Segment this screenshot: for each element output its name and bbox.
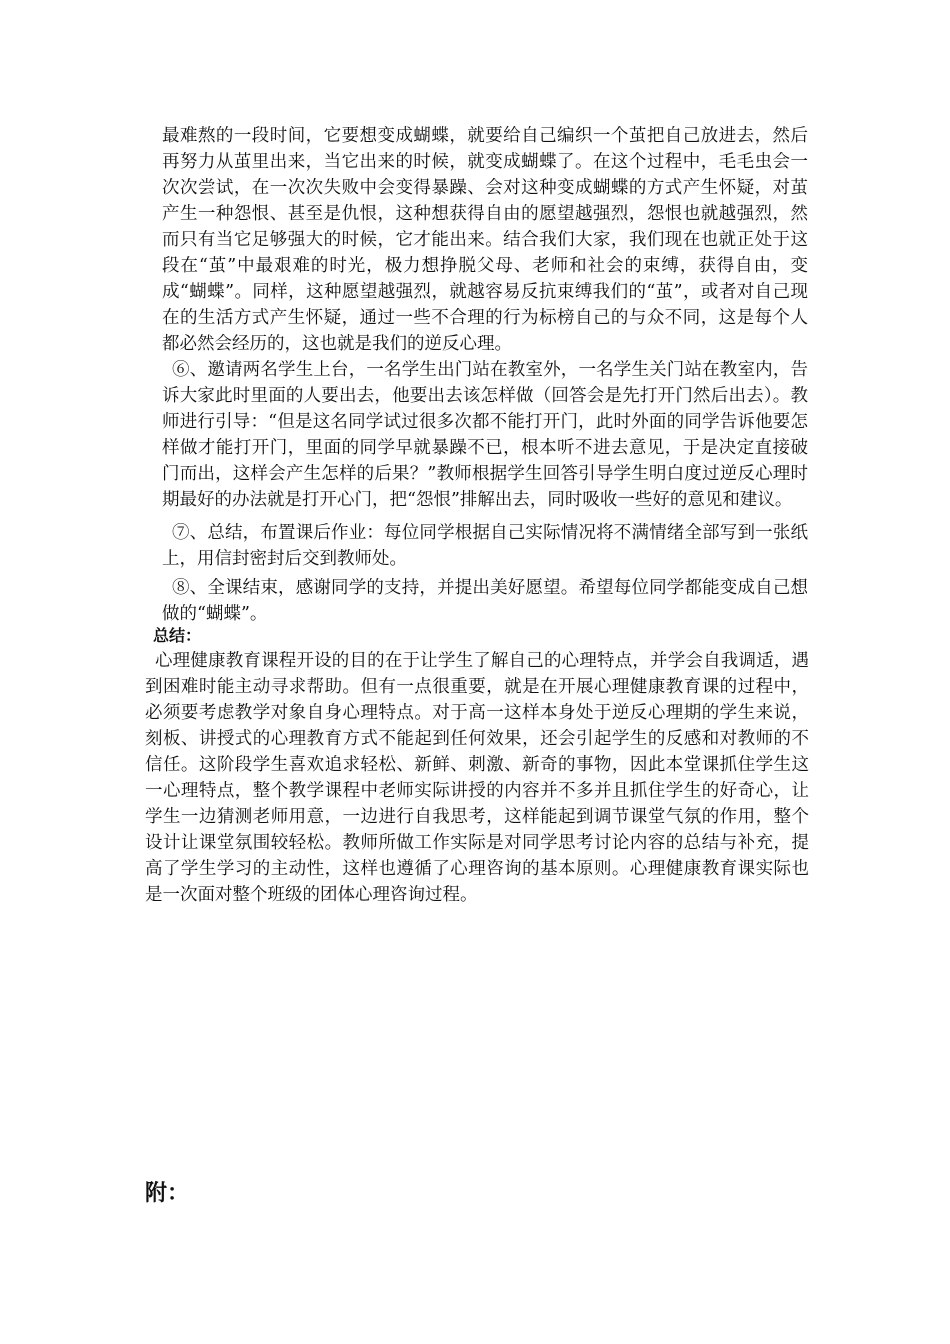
appendix-heading: 附：	[145, 1181, 190, 1206]
summary-paragraph: 心理健康教育课程开设的目的在于让学生了解自己的心理特点，并学会自我调适，遇到困难时能主动寻求帮助。但有一点很重要，就是在开展心理健康教育课的过程中，必须要考虑教学对象自身心理特点。对于高一这样本身处于逆反心理期的学生来说，刻板、讲授式的心理教育方式不能起到任何效果，还会引起学生的反感和对教师的不信任。这阶段学生喜欢追求轻松、新鲜、刺激、新奇的事物，因此本堂课抓住学生这一心理特点，整个教学课程中老师实际讲授的内容并不多并且抓住学生的好奇心，让学生一边猜测老师用意，一边进行自我思考，这样能起到调节课堂气氛的作用，整个设计让课堂氛围较轻松。教师所做工作实际是对同学思考讨论内容的总结与补充，提高了学生学习的主动性，这样也遵循了心理咨询的基本原则。心理健康教育课实际也是一次面对整个班级的团体心理咨询过程。	[145, 651, 809, 905]
step-6-paragraph: ⑥、邀请两名学生上台，一名学生出门站在教室外，一名学生关门站在教室内，告诉大家此时里面的人要出去，他要出去该怎样做（回答会是先打开门然后出去）。教师进行引导：“但是这名同学试过很多次都不能打开门，此时外面的同学告诉他要怎样做才能打开门，里面的同学早就暴躁不已，根本听不进去意见，于是决定直接破门而出，这样会产生怎样的后果？”教师根据学生回答引导学生明白度过逆反心理时期最好的办法就是打开心门，把“怨恨”排解出去，同时吸收一些好的意见和建议。	[162, 360, 808, 510]
step-8-paragraph: ⑧、全课结束，感谢同学的支持，并提出美好愿望。希望每位同学都能变成自己想做的“蝴蝶”。	[162, 578, 808, 624]
butterfly-metaphor-paragraph: 最难熬的一段时间，它要想变成蝴蝶，就要给自己编织一个茧把自己放进去，然后再努力从茧里出来，当它出来的时候，就变成蝴蝶了。在这个过程中，毛毛虫会一次次尝试，在一次次失败中会变得暴躁、会对这种变成蝴蝶的方式产生怀疑，对茧产生一种怨恨、甚至是仇恨，这种想获得自由的愿望越强烈，怨恨也就越强烈，然而只有当它足够强大的时候，它才能出来。结合我们大家，我们现在也就正处于这段在“茧”中最艰难的时光，极力想挣脱父母、老师和社会的束缚，获得自由，变成“蝴蝶”。同样，这种愿望越强烈，就越容易反抗束缚我们的“茧”，或者对自己现在的生活方式产生怀疑，通过一些不合理的行为标榜自己的与众不同，这是每个人都必然会经历的，这也就是我们的逆反心理。	[162, 126, 808, 354]
step-7-paragraph: ⑦、总结，布置课后作业：每位同学根据自己实际情况将不满情绪全部写到一张纸上，用信封密封后交到教师处。	[162, 523, 808, 569]
summary-heading: 总结：	[153, 626, 202, 645]
